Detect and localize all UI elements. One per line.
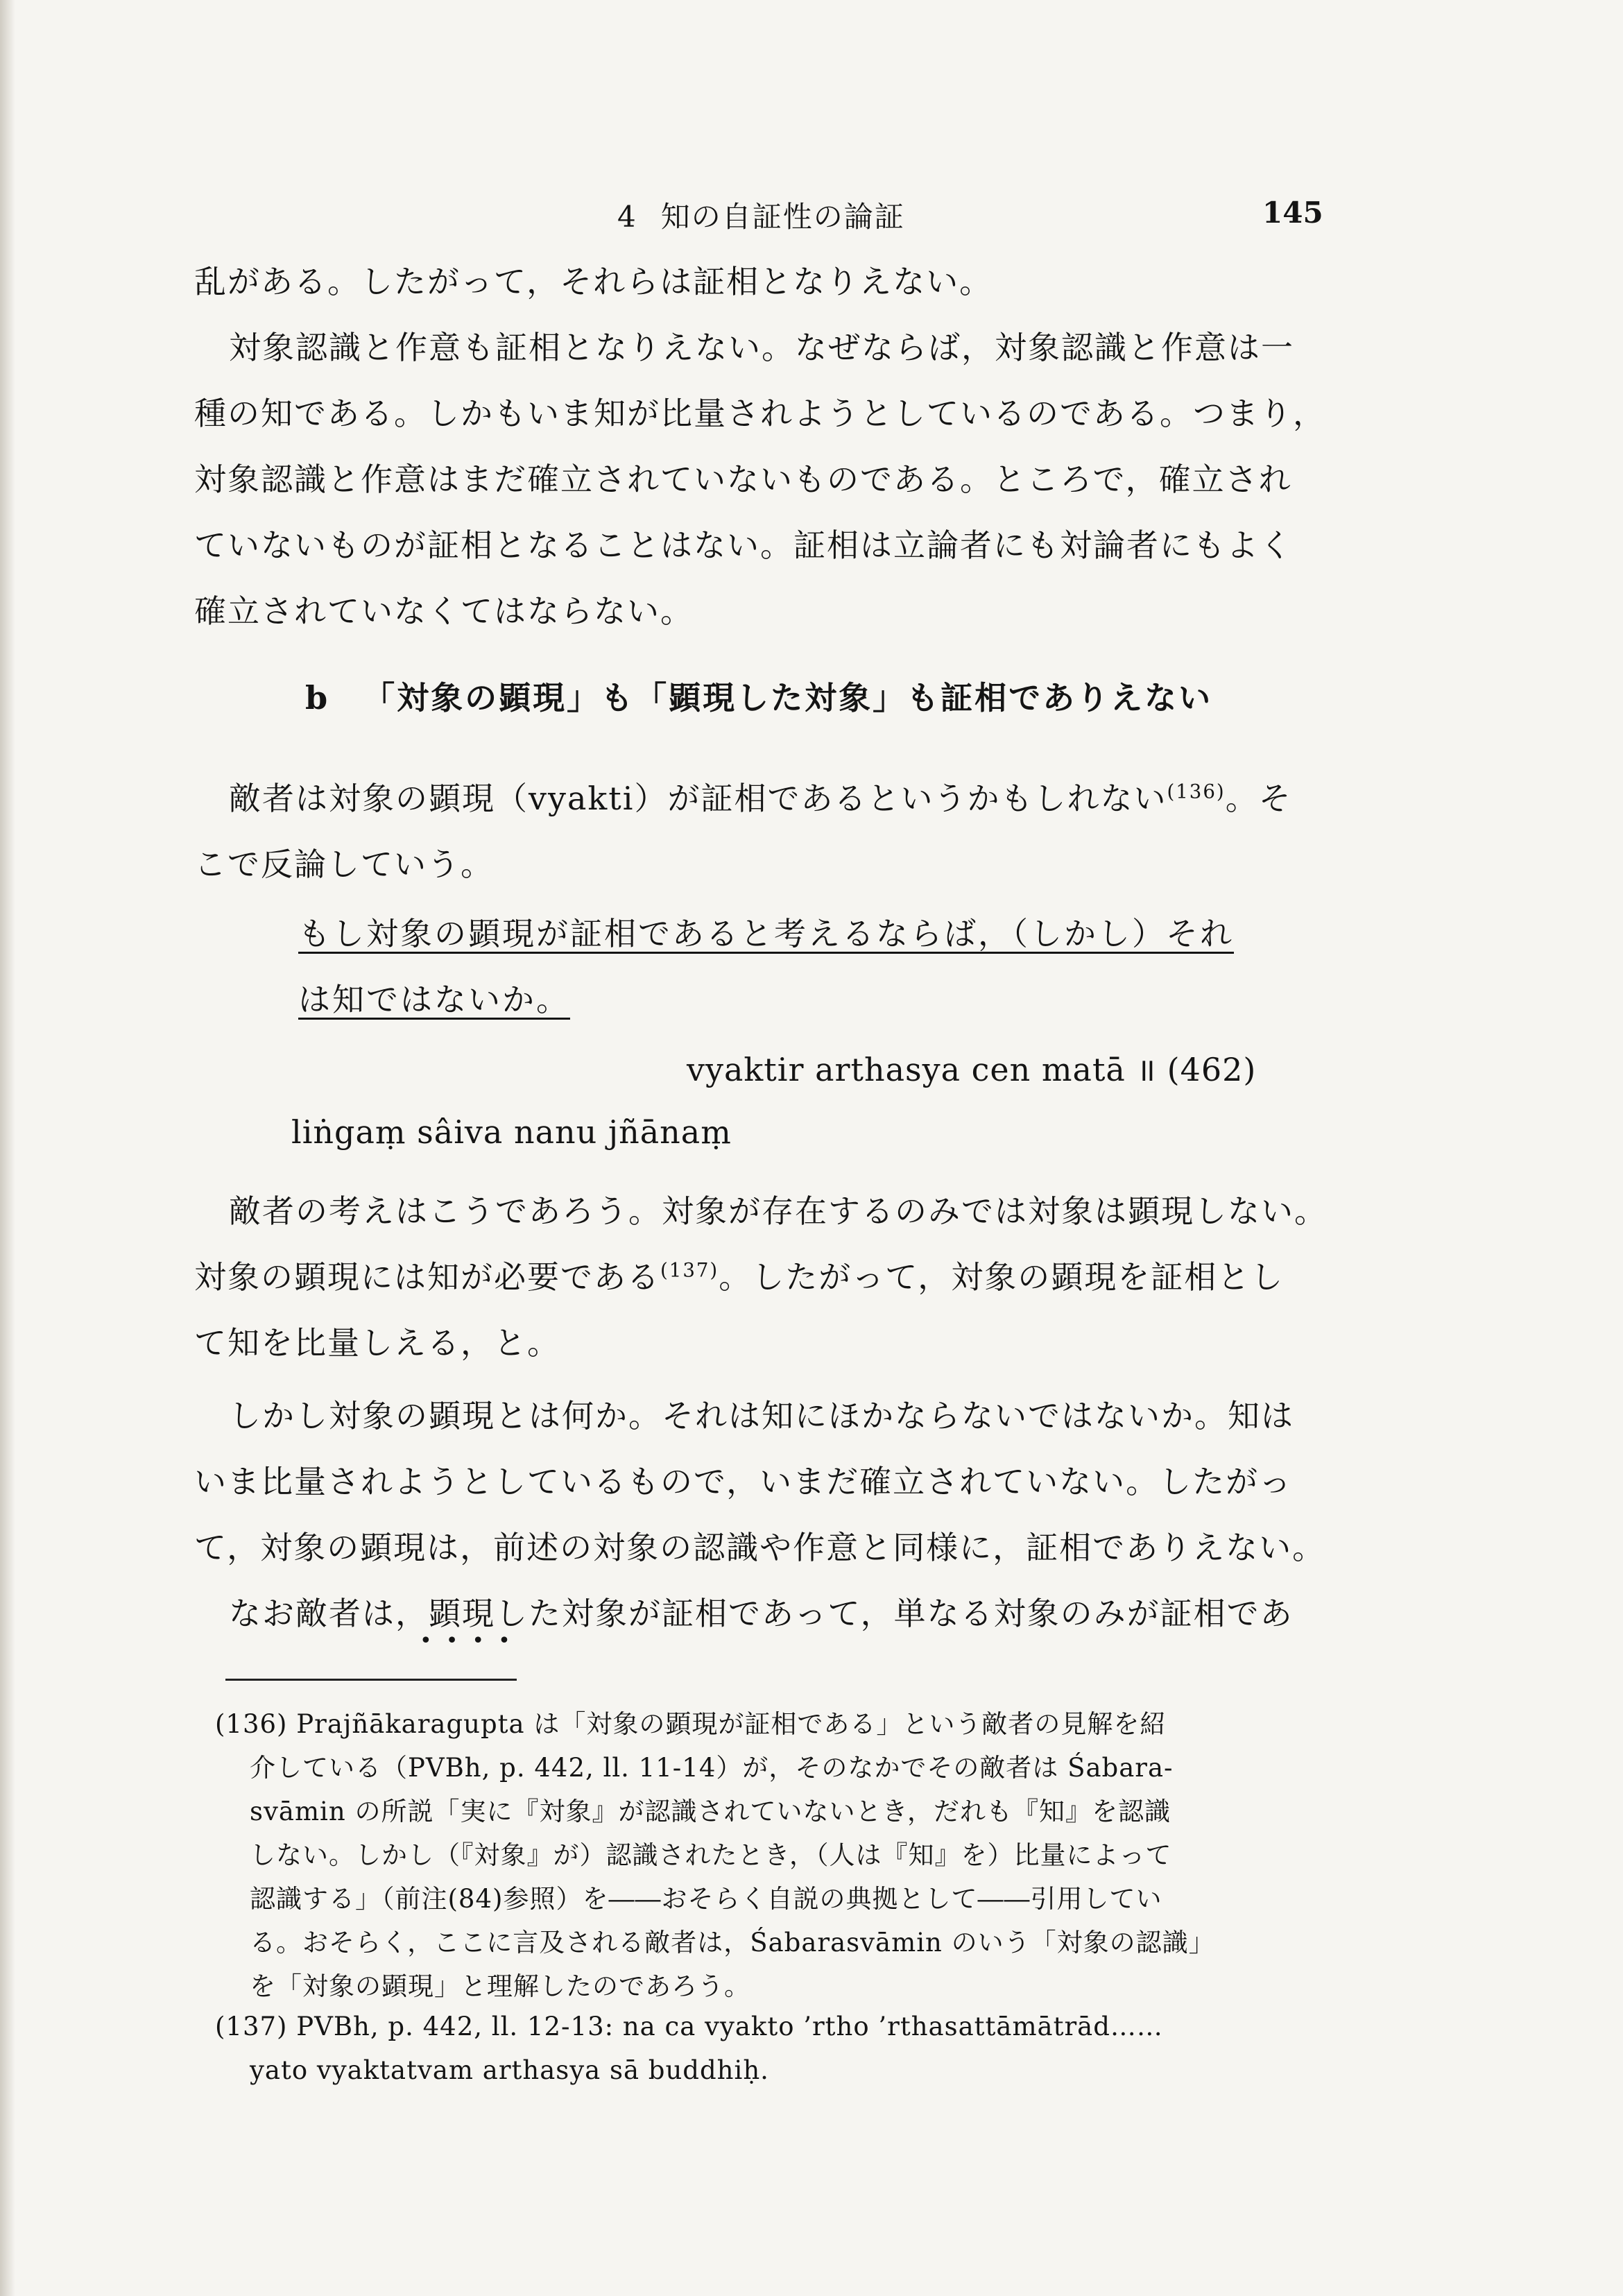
chapter-number: 4 [617,200,637,234]
footnote-136-line: (136) Prajñākaragupta は「対象の顕現が証相である」という敵者の見解を紹 [215,1709,1167,1739]
footnote-137-line: yato vyaktatvam arthasya sā buddhiḥ. [250,2055,769,2085]
footnote-136-line: 認識する」（前注(84)参照）を――おそらく自説の典拠として――引用してい [250,1884,1162,1914]
body-line: こで反論していう。 [194,846,494,883]
body-line: 敵者の考えはこうであろう。対象が存在するのみでは対象は顕現しない。 [229,1192,1328,1230]
chapter-title: 知の自証性の論証 [660,200,905,234]
body-line [229,773,1292,819]
scan-shadow [0,0,15,2296]
sanskrit-line: liṅgaṃ sâiva nanu jñānaṃ [291,1113,732,1151]
body-line: しかし対象の顕現とは何か。それは知にほかならないではないか。知は [229,1397,1294,1434]
sanskrit-line: vyaktir arthasya cen matā ॥ (462) [687,1051,1257,1088]
para-text: 。そ [1225,780,1292,817]
body-line: いま比量されようとしているもので，いまだ確立されていない。したがっ [194,1463,1293,1500]
footnote-136-line: る。おそらく，ここに言及される敵者は，Śabarasvāmin のいう「対象の認識」 [250,1928,1215,1957]
footnote-136-line: svāmin の所説「実に『対象』が認識されていないとき，だれも『知』を認識 [250,1797,1171,1826]
verse-line: は知ではないか。 [298,981,570,1018]
section-heading [305,673,1212,719]
footnote-136-line: を「対象の顕現」と理解したのであろう。 [250,1971,750,2001]
footnote-ref-136[interactable]: (136) [1167,780,1226,803]
verse-line: もし対象の顕現が証相であると考えるならば，（しかし）それ [298,915,1234,952]
body-line: 乱がある。したがって，それらは証相となりえない。 [194,263,993,300]
body-line: て知を比量しえる，と。 [194,1324,560,1362]
body-line [194,1252,1284,1298]
body-line: 確立されていなくてはならない。 [194,592,694,630]
running-header [617,194,905,236]
body-line: 対象認識と作意も証相となりえない。なぜならば，対象認識と作意は一 [229,329,1294,366]
section-title: 「対象の顕現」も「顕現した対象」も証相でありえない [363,679,1213,717]
para-text: 敵者は対象の顕現（vyakti）が証相であるというかもしれない [229,780,1167,817]
body-line: ていないものが証相となることはない。証相は立論者にも対論者にもよく [194,526,1293,564]
body-line: 種の知である。しかもいま知が比量されようとしているのである。つまり， [194,395,1326,432]
footnote-137-line: (137) PVBh, p. 442, ll. 12-13: na ca vyakto ’rtho ’rthasattāmātrād…… [215,2012,1163,2041]
body-line: なお敵者は，顕現した対象が証相であって，単なる対象のみが証相であ [229,1595,1294,1632]
para-text: 。したがって，対象の顕現を証相とし [719,1258,1285,1296]
page-number: 145 [1262,196,1323,230]
footnote-ref-137[interactable]: (137) [660,1258,719,1282]
footnote-136-line: しない。しかし（『対象』が）認識されたとき，（人は『知』を）比量によって [250,1840,1172,1870]
body-line: 対象認識と作意はまだ確立されていないものである。ところで，確立され [194,461,1292,498]
footnote-136-line: 介している（PVBh, p. 442, ll. 11-14）が，そのなかでその敵者は Śabara- [250,1753,1174,1783]
body-line: て，対象の顕現は，前述の対象の認識や作意と同様に，証相でありえない。 [194,1529,1326,1566]
para-text: 対象の顕現には知が必要である [194,1258,660,1296]
emphasis-dots: •••• [420,1629,524,1653]
section-label: b [305,679,330,717]
footnote-divider [225,1679,517,1681]
